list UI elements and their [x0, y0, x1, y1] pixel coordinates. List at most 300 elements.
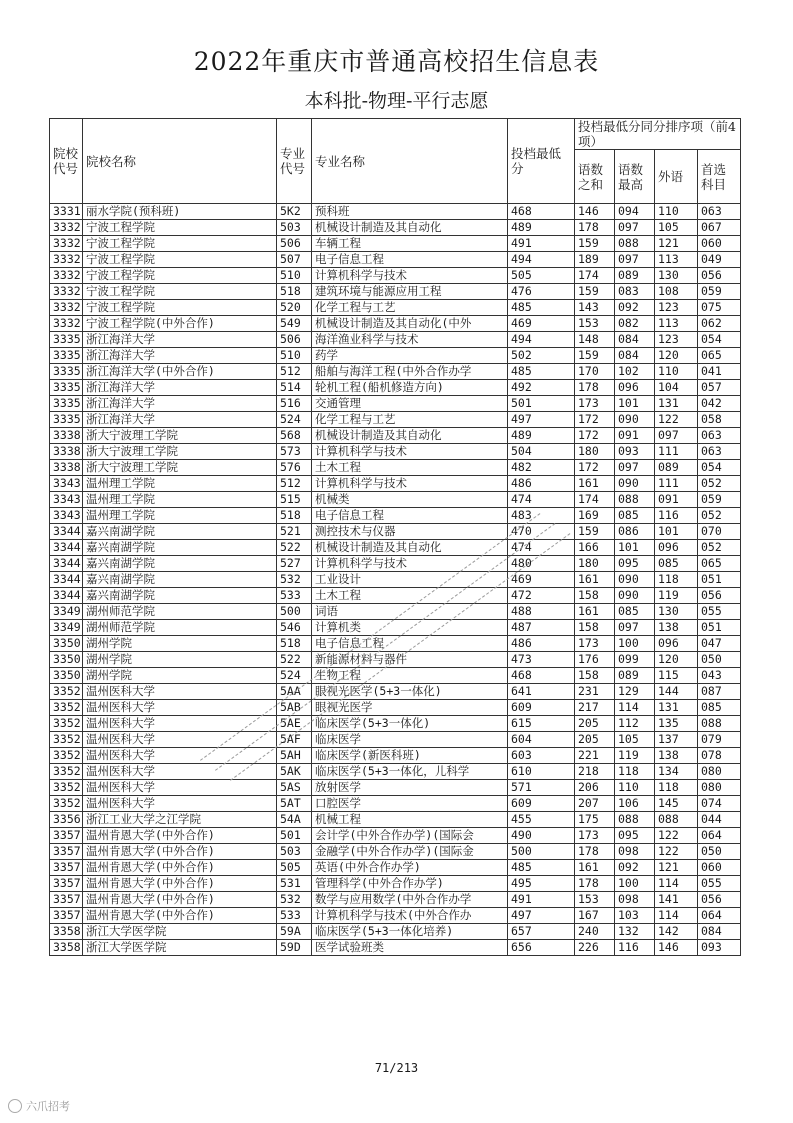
table-row	[50, 876, 741, 892]
watermark-brand	[8, 1098, 70, 1114]
brand-name: 六爪招考	[26, 1100, 70, 1113]
cell-sum-cn-math: 153	[575, 892, 615, 908]
cell-school-code: 3332	[50, 236, 83, 252]
cell-major-code: 549	[277, 316, 312, 332]
cell-school-code: 3358	[50, 940, 83, 956]
cell-school-name: 浙江工业大学之江学院	[83, 812, 277, 828]
cell-pref-subject: 060	[698, 860, 741, 876]
cell-pref-subject: 064	[698, 828, 741, 844]
cell-sum-cn-math: 207	[575, 796, 615, 812]
cell-school-name: 湖州学院	[83, 652, 277, 668]
cell-foreign-lang: 121	[655, 236, 698, 252]
cell-foreign-lang: 138	[655, 620, 698, 636]
cell-major-code: 507	[277, 252, 312, 268]
cell-major-code: 522	[277, 652, 312, 668]
cell-school-code: 3349	[50, 620, 83, 636]
cell-school-name: 浙江海洋大学	[83, 348, 277, 364]
cell-school-name: 湖州师范学院	[83, 620, 277, 636]
cell-major-code: 520	[277, 300, 312, 316]
cell-school-name: 嘉兴南湖学院	[83, 556, 277, 572]
cell-school-code: 3358	[50, 924, 83, 940]
cell-major-name: 机械设计制造及其自动化	[312, 220, 508, 236]
cell-pref-subject: 055	[698, 604, 741, 620]
cell-major-code: 515	[277, 492, 312, 508]
cell-min-score: 604	[508, 732, 575, 748]
cell-major-name: 管理科学(中外合作办学)	[312, 876, 508, 892]
cell-school-code: 3350	[50, 668, 83, 684]
cell-pref-subject: 055	[698, 876, 741, 892]
table-row	[50, 700, 741, 716]
cell-school-code: 3357	[50, 844, 83, 860]
table-row	[50, 588, 741, 604]
cell-foreign-lang: 146	[655, 940, 698, 956]
cell-major-name: 化学工程与工艺	[312, 412, 508, 428]
table-row	[50, 300, 741, 316]
cell-pref-subject: 063	[698, 444, 741, 460]
cell-school-name: 浙江海洋大学	[83, 332, 277, 348]
cell-sum-cn-math: 217	[575, 700, 615, 716]
cell-max-cn-math: 099	[615, 652, 655, 668]
cell-school-name: 浙大宁波理工学院	[83, 428, 277, 444]
cell-max-cn-math: 119	[615, 748, 655, 764]
cell-school-name: 湖州师范学院	[83, 604, 277, 620]
cell-school-name: 温州肯恩大学(中外合作)	[83, 860, 277, 876]
cell-sum-cn-math: 148	[575, 332, 615, 348]
cell-sum-cn-math: 178	[575, 844, 615, 860]
table-row	[50, 428, 741, 444]
cell-sum-cn-math: 170	[575, 364, 615, 380]
cell-major-name: 数学与应用数学(中外合作办学	[312, 892, 508, 908]
cell-major-name: 金融学(中外合作办学)(国际金	[312, 844, 508, 860]
cell-school-code: 3357	[50, 908, 83, 924]
cell-school-name: 温州肯恩大学(中外合作)	[83, 828, 277, 844]
cell-major-code: 500	[277, 604, 312, 620]
cell-major-code: 518	[277, 284, 312, 300]
cell-max-cn-math: 082	[615, 316, 655, 332]
cell-major-name: 计算机科学与技术	[312, 476, 508, 492]
cell-sum-cn-math: 173	[575, 396, 615, 412]
cell-school-code: 3343	[50, 508, 83, 524]
cell-sum-cn-math: 167	[575, 908, 615, 924]
cell-school-code: 3357	[50, 828, 83, 844]
cell-max-cn-math: 092	[615, 860, 655, 876]
cell-school-code: 3335	[50, 396, 83, 412]
cell-major-name: 轮机工程(船机修造方向)	[312, 380, 508, 396]
cell-min-score: 501	[508, 396, 575, 412]
cell-foreign-lang: 089	[655, 460, 698, 476]
cell-school-code: 3352	[50, 780, 83, 796]
page-title: 2022年重庆市普通高校招生信息表	[193, 47, 600, 76]
cell-max-cn-math: 090	[615, 588, 655, 604]
cell-max-cn-math: 088	[615, 812, 655, 828]
cell-foreign-lang: 105	[655, 220, 698, 236]
page-number: 71/213	[374, 1061, 419, 1075]
cell-sum-cn-math: 161	[575, 604, 615, 620]
cell-sum-cn-math: 205	[575, 716, 615, 732]
cell-major-code: 522	[277, 540, 312, 556]
cell-pref-subject: 052	[698, 540, 741, 556]
header-major-name: 专业名称	[312, 119, 508, 204]
cell-major-code: 546	[277, 620, 312, 636]
cell-min-score: 657	[508, 924, 575, 940]
cell-foreign-lang: 144	[655, 684, 698, 700]
cell-sum-cn-math: 206	[575, 780, 615, 796]
cell-foreign-lang: 122	[655, 844, 698, 860]
cell-min-score: 455	[508, 812, 575, 828]
cell-min-score: 497	[508, 908, 575, 924]
table-row	[50, 348, 741, 364]
cell-major-name: 测控技术与仪器	[312, 524, 508, 540]
cell-pref-subject: 049	[698, 252, 741, 268]
cell-school-name: 温州理工学院	[83, 492, 277, 508]
table-row	[50, 828, 741, 844]
cell-pref-subject: 056	[698, 588, 741, 604]
cell-pref-subject: 051	[698, 572, 741, 588]
cell-school-name: 温州医科大学	[83, 764, 277, 780]
cell-major-name: 建筑环境与能源应用工程	[312, 284, 508, 300]
cell-min-score: 610	[508, 764, 575, 780]
cell-pref-subject: 078	[698, 748, 741, 764]
cell-min-score: 472	[508, 588, 575, 604]
table-row	[50, 364, 741, 380]
cell-max-cn-math: 100	[615, 876, 655, 892]
cell-min-score: 609	[508, 796, 575, 812]
cell-foreign-lang: 113	[655, 252, 698, 268]
cell-sum-cn-math: 173	[575, 828, 615, 844]
cell-max-cn-math: 097	[615, 460, 655, 476]
cell-school-name: 浙江大学医学院	[83, 924, 277, 940]
cell-foreign-lang: 085	[655, 556, 698, 572]
cell-sum-cn-math: 158	[575, 620, 615, 636]
cell-pref-subject: 084	[698, 924, 741, 940]
cell-pref-subject: 051	[698, 620, 741, 636]
header-major-code: 专业代号	[277, 119, 312, 204]
cell-school-name: 嘉兴南湖学院	[83, 540, 277, 556]
cell-major-code: 516	[277, 396, 312, 412]
table-row	[50, 732, 741, 748]
table-row	[50, 924, 741, 940]
cell-max-cn-math: 083	[615, 284, 655, 300]
cell-sum-cn-math: 176	[575, 652, 615, 668]
cell-min-score: 473	[508, 652, 575, 668]
cell-max-cn-math: 101	[615, 396, 655, 412]
cell-sum-cn-math: 173	[575, 636, 615, 652]
cell-school-code: 3344	[50, 540, 83, 556]
cell-max-cn-math: 085	[615, 508, 655, 524]
cell-pref-subject: 050	[698, 652, 741, 668]
cell-major-name: 临床医学	[312, 732, 508, 748]
cell-major-name: 电子信息工程	[312, 636, 508, 652]
cell-max-cn-math: 086	[615, 524, 655, 540]
cell-max-cn-math: 091	[615, 428, 655, 444]
cell-max-cn-math: 098	[615, 892, 655, 908]
cell-sum-cn-math: 161	[575, 572, 615, 588]
cell-max-cn-math: 132	[615, 924, 655, 940]
cell-school-name: 温州肯恩大学(中外合作)	[83, 908, 277, 924]
cell-pref-subject: 057	[698, 380, 741, 396]
cell-major-name: 土木工程	[312, 460, 508, 476]
cell-school-code: 3349	[50, 604, 83, 620]
cell-school-name: 温州医科大学	[83, 780, 277, 796]
cell-major-code: 5AK	[277, 764, 312, 780]
cell-major-code: 505	[277, 860, 312, 876]
cell-sum-cn-math: 172	[575, 460, 615, 476]
cell-pref-subject: 080	[698, 764, 741, 780]
cell-school-code: 3350	[50, 636, 83, 652]
cell-max-cn-math: 089	[615, 268, 655, 284]
cell-school-code: 3335	[50, 380, 83, 396]
cell-foreign-lang: 114	[655, 876, 698, 892]
cell-school-code: 3343	[50, 492, 83, 508]
cell-school-name: 温州医科大学	[83, 684, 277, 700]
cell-school-name: 宁波工程学院	[83, 268, 277, 284]
cell-min-score: 505	[508, 268, 575, 284]
cell-min-score: 468	[508, 668, 575, 684]
cell-major-code: 512	[277, 364, 312, 380]
cell-sum-cn-math: 175	[575, 812, 615, 828]
cell-foreign-lang: 118	[655, 572, 698, 588]
cell-school-code: 3357	[50, 892, 83, 908]
cell-foreign-lang: 134	[655, 764, 698, 780]
cell-min-score: 615	[508, 716, 575, 732]
cell-min-score: 486	[508, 476, 575, 492]
table-row	[50, 524, 741, 540]
cell-major-name: 交通管理	[312, 396, 508, 412]
cell-major-name: 计算机科学与技术(中外合作办	[312, 908, 508, 924]
cell-major-code: 524	[277, 668, 312, 684]
cell-min-score: 489	[508, 428, 575, 444]
cell-max-cn-math: 110	[615, 780, 655, 796]
table-row	[50, 764, 741, 780]
cell-major-name: 临床医学(5+3一体化培养)	[312, 924, 508, 940]
cell-major-name: 机械设计制造及其自动化(中外	[312, 316, 508, 332]
table-row	[50, 492, 741, 508]
header-sum-cn-math: 语数之和	[575, 150, 615, 204]
cell-pref-subject: 050	[698, 844, 741, 860]
cell-school-name: 嘉兴南湖学院	[83, 588, 277, 604]
cell-major-name: 临床医学(新医科班)	[312, 748, 508, 764]
cell-min-score: 495	[508, 876, 575, 892]
table-row	[50, 508, 741, 524]
cell-major-name: 电子信息工程	[312, 252, 508, 268]
cell-foreign-lang: 130	[655, 604, 698, 620]
cell-sum-cn-math: 174	[575, 492, 615, 508]
cell-sum-cn-math: 221	[575, 748, 615, 764]
cell-school-code: 3352	[50, 732, 83, 748]
table-row	[50, 380, 741, 396]
page-subtitle: 本科批-物理-平行志愿	[304, 90, 489, 112]
cell-foreign-lang: 118	[655, 780, 698, 796]
cell-major-name: 眼视光医学(5+3一体化)	[312, 684, 508, 700]
cell-sum-cn-math: 159	[575, 348, 615, 364]
cell-max-cn-math: 094	[615, 204, 655, 220]
cell-max-cn-math: 084	[615, 348, 655, 364]
cell-major-code: 576	[277, 460, 312, 476]
cell-min-score: 603	[508, 748, 575, 764]
cell-school-name: 浙江海洋大学	[83, 396, 277, 412]
cell-major-code: 5AA	[277, 684, 312, 700]
cell-school-name: 丽水学院(预科班)	[83, 204, 277, 220]
cell-major-name: 计算机科学与技术	[312, 268, 508, 284]
cell-major-name: 船舶与海洋工程(中外合作办学	[312, 364, 508, 380]
cell-foreign-lang: 091	[655, 492, 698, 508]
table-row	[50, 284, 741, 300]
cell-max-cn-math: 090	[615, 412, 655, 428]
cell-major-name: 预科班	[312, 204, 508, 220]
cell-school-name: 浙大宁波理工学院	[83, 444, 277, 460]
cell-school-name: 温州医科大学	[83, 700, 277, 716]
cell-major-code: 501	[277, 828, 312, 844]
cell-sum-cn-math: 180	[575, 444, 615, 460]
cell-pref-subject: 064	[698, 908, 741, 924]
cell-school-name: 温州医科大学	[83, 716, 277, 732]
cell-major-name: 放射医学	[312, 780, 508, 796]
cell-sum-cn-math: 159	[575, 524, 615, 540]
cell-foreign-lang: 104	[655, 380, 698, 396]
cell-school-code: 3352	[50, 796, 83, 812]
cell-foreign-lang: 142	[655, 924, 698, 940]
cell-foreign-lang: 122	[655, 412, 698, 428]
cell-major-name: 海洋渔业科学与技术	[312, 332, 508, 348]
cell-pref-subject: 075	[698, 300, 741, 316]
cell-major-name: 机械工程	[312, 812, 508, 828]
cell-pref-subject: 058	[698, 412, 741, 428]
cell-foreign-lang: 113	[655, 316, 698, 332]
cell-school-code: 3332	[50, 268, 83, 284]
cell-sum-cn-math: 231	[575, 684, 615, 700]
cell-foreign-lang: 145	[655, 796, 698, 812]
cell-min-score: 497	[508, 412, 575, 428]
cell-max-cn-math: 101	[615, 540, 655, 556]
header-school-name: 院校名称	[83, 119, 277, 204]
cell-min-score: 483	[508, 508, 575, 524]
cell-school-name: 温州理工学院	[83, 476, 277, 492]
header-pref-subject: 首选科目	[698, 150, 741, 204]
cell-max-cn-math: 088	[615, 236, 655, 252]
cell-pref-subject: 062	[698, 316, 741, 332]
cell-sum-cn-math: 158	[575, 588, 615, 604]
table-row	[50, 812, 741, 828]
cell-school-name: 宁波工程学院	[83, 300, 277, 316]
cell-school-code: 3338	[50, 460, 83, 476]
cell-pref-subject: 042	[698, 396, 741, 412]
cell-foreign-lang: 114	[655, 908, 698, 924]
cell-pref-subject: 063	[698, 428, 741, 444]
table-row	[50, 540, 741, 556]
cell-sum-cn-math: 218	[575, 764, 615, 780]
table-row	[50, 252, 741, 268]
cell-pref-subject: 052	[698, 476, 741, 492]
cell-major-code: 503	[277, 844, 312, 860]
cell-school-name: 宁波工程学院(中外合作)	[83, 316, 277, 332]
table-row	[50, 748, 741, 764]
cell-sum-cn-math: 161	[575, 860, 615, 876]
cell-school-name: 浙江海洋大学	[83, 412, 277, 428]
table-row	[50, 220, 741, 236]
cell-major-name: 计算机类	[312, 620, 508, 636]
cell-pref-subject: 080	[698, 780, 741, 796]
cell-foreign-lang: 096	[655, 540, 698, 556]
cell-school-code: 3344	[50, 588, 83, 604]
cell-major-code: 510	[277, 348, 312, 364]
table-row	[50, 908, 741, 924]
cell-sum-cn-math: 169	[575, 508, 615, 524]
cell-school-code: 3338	[50, 428, 83, 444]
cell-major-code: 5K2	[277, 204, 312, 220]
cell-pref-subject: 063	[698, 204, 741, 220]
cell-foreign-lang: 120	[655, 652, 698, 668]
cell-school-name: 温州理工学院	[83, 508, 277, 524]
cell-max-cn-math: 114	[615, 700, 655, 716]
cell-foreign-lang: 138	[655, 748, 698, 764]
cell-max-cn-math: 100	[615, 636, 655, 652]
cell-foreign-lang: 137	[655, 732, 698, 748]
cell-sum-cn-math: 143	[575, 300, 615, 316]
cell-school-code: 3352	[50, 716, 83, 732]
cell-major-code: 518	[277, 636, 312, 652]
cell-foreign-lang: 110	[655, 204, 698, 220]
cell-sum-cn-math: 226	[575, 940, 615, 956]
cell-school-name: 温州肯恩大学(中外合作)	[83, 876, 277, 892]
header-foreign-lang: 外语	[655, 150, 698, 204]
table-row	[50, 236, 741, 252]
table-row	[50, 860, 741, 876]
cell-school-name: 嘉兴南湖学院	[83, 572, 277, 588]
brand-logo-icon	[8, 1099, 22, 1113]
table-body	[50, 204, 741, 956]
cell-foreign-lang: 097	[655, 428, 698, 444]
table-row	[50, 684, 741, 700]
cell-pref-subject: 059	[698, 492, 741, 508]
cell-major-code: 5AE	[277, 716, 312, 732]
table-row	[50, 572, 741, 588]
table-row	[50, 412, 741, 428]
admission-table	[49, 118, 741, 956]
cell-school-code: 3332	[50, 316, 83, 332]
cell-max-cn-math: 097	[615, 252, 655, 268]
cell-max-cn-math: 118	[615, 764, 655, 780]
table-row	[50, 940, 741, 956]
cell-max-cn-math: 089	[615, 668, 655, 684]
table-row	[50, 620, 741, 636]
cell-sum-cn-math: 146	[575, 204, 615, 220]
cell-min-score: 482	[508, 460, 575, 476]
cell-major-code: 5AT	[277, 796, 312, 812]
cell-major-name: 临床医学(5+3一体化，儿科学	[312, 764, 508, 780]
cell-foreign-lang: 123	[655, 332, 698, 348]
cell-pref-subject: 065	[698, 556, 741, 572]
cell-max-cn-math: 084	[615, 332, 655, 348]
cell-max-cn-math: 090	[615, 476, 655, 492]
cell-major-code: 573	[277, 444, 312, 460]
cell-foreign-lang: 131	[655, 700, 698, 716]
cell-max-cn-math: 106	[615, 796, 655, 812]
cell-school-code: 3335	[50, 348, 83, 364]
cell-major-name: 英语(中外合作办学)	[312, 860, 508, 876]
cell-school-code: 3344	[50, 524, 83, 540]
cell-min-score: 656	[508, 940, 575, 956]
cell-max-cn-math: 102	[615, 364, 655, 380]
cell-min-score: 488	[508, 604, 575, 620]
cell-foreign-lang: 088	[655, 812, 698, 828]
cell-major-code: 5AB	[277, 700, 312, 716]
cell-min-score: 474	[508, 540, 575, 556]
cell-foreign-lang: 120	[655, 348, 698, 364]
cell-school-code: 3352	[50, 700, 83, 716]
cell-school-name: 湖州学院	[83, 636, 277, 652]
cell-school-code: 3356	[50, 812, 83, 828]
cell-major-name: 机械类	[312, 492, 508, 508]
